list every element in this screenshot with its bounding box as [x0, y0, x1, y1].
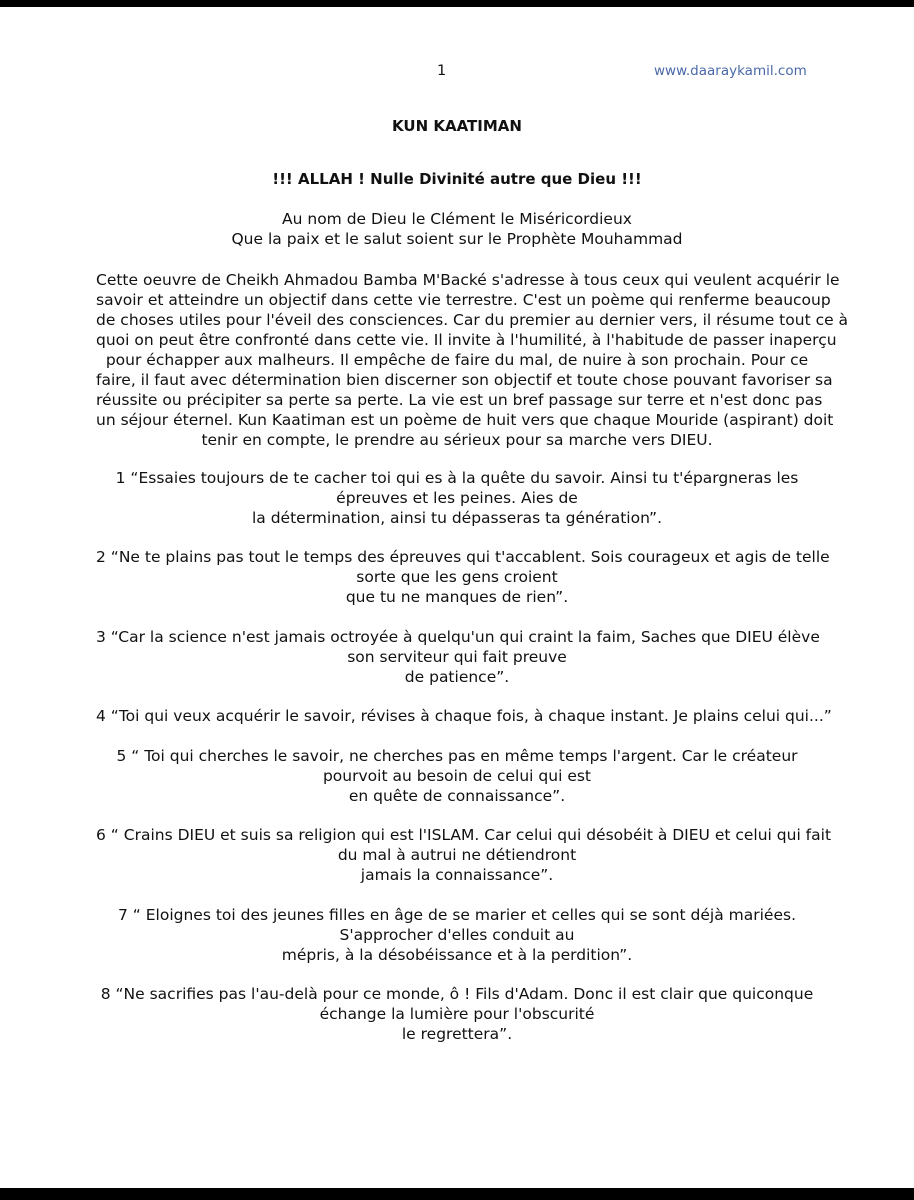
verse-7	[96, 905, 818, 965]
verse-8	[96, 984, 818, 1044]
verse-line: 6 “ Crains DIEU et suis sa religion qui est l'ISLAM. Car celui qui désobéit à DIEU et celui qui fait	[96, 826, 832, 844]
intro-line: de choses utiles pour l'éveil des consciences. Car du premier au dernier vers, il résume tout ce à	[96, 311, 849, 329]
document-title: KUN KAATIMAN	[392, 117, 522, 135]
verse-line: échange la lumière pour l'obscurité	[319, 1005, 595, 1023]
verse-6	[96, 825, 832, 885]
verse-line: que tu ne manques de rien”.	[345, 588, 569, 606]
site-url: www.daaraykamil.com	[654, 63, 807, 79]
intro-line: quoi on peut être confronté dans cette vie. Il invite à l'humilité, à l'habitude de passer inaperçu	[96, 331, 837, 349]
verse-4	[96, 706, 832, 726]
verse-5	[96, 746, 818, 806]
intro-line: pour échapper aux malheurs. Il empêche de faire du mal, de nuire à son prochain. Pour ce	[105, 351, 809, 369]
intro-line: réussite ou précipiter sa perte sa perte. La vie est un bref passage sur terre et n'est donc pas	[96, 391, 823, 409]
invocation	[96, 209, 818, 249]
invocation-line: Que la paix et le salut soient sur le Prophète Mouhammad	[231, 230, 683, 248]
verse-line: 3 “Car la science n'est jamais octroyée à quelqu'un qui craint la faim, Saches que DIEU élève	[96, 628, 820, 646]
verse-line: sorte que les gens croient	[356, 568, 558, 586]
invocation-line: Au nom de Dieu le Clément le Miséricordieux	[282, 210, 632, 228]
verse-3	[96, 627, 818, 687]
verse-line: en quête de connaissance”.	[348, 787, 566, 805]
verse-line: jamais la connaissance”.	[360, 866, 554, 884]
verse-line: son serviteur qui fait preuve	[347, 648, 567, 666]
intro-line: savoir et atteindre un objectif dans cette vie terrestre. C'est un poème qui renferme beaucoup	[96, 291, 831, 309]
intro-line: Cette oeuvre de Cheikh Ahmadou Bamba M'Backé s'adresse à tous ceux qui veulent acquérir le	[96, 271, 840, 289]
verse-line: de patience”.	[404, 668, 510, 686]
verse-line: épreuves et les peines. Aies de	[336, 489, 578, 507]
verse-line: 5 “ Toi qui cherches le savoir, ne cherches pas en même temps l'argent. Car le créateur	[116, 747, 798, 765]
verse-line: 8 “Ne sacrifies pas l'au-delà pour ce monde, ô ! Fils d'Adam. Donc il est clair que quiconque	[100, 985, 814, 1003]
page-number: 1	[437, 63, 447, 79]
verse-1	[96, 468, 818, 528]
verse-line: 7 “ Eloignes toi des jeunes filles en âge de se marier et celles qui se sont déjà mariées.	[117, 906, 797, 924]
verse-line: le regrettera”.	[401, 1025, 513, 1043]
intro-paragraph	[96, 270, 849, 450]
document-subtitle: !!! ALLAH ! Nulle Divinité autre que Dieu !!!	[272, 170, 642, 188]
verse-line: 1 “Essaies toujours de te cacher toi qui es à la quête du savoir. Ainsi tu t'épargneras les	[115, 469, 799, 487]
document-page	[0, 7, 914, 1188]
verse-line: 4 “Toi qui veux acquérir le savoir, révises à chaque fois, à chaque instant. Je plains celui qui...”	[96, 707, 832, 725]
verse-2	[96, 547, 830, 607]
intro-line: un séjour éternel. Kun Kaatiman est un poème de huit vers que chaque Mouride (aspirant) doit	[96, 411, 834, 429]
verse-line: la détermination, ainsi tu dépasseras ta génération”.	[251, 509, 663, 527]
verse-line: du mal à autrui ne détiendront	[337, 846, 577, 864]
verse-line: pourvoit au besoin de celui qui est	[322, 767, 592, 785]
verse-line: 2 “Ne te plains pas tout le temps des épreuves qui t'accablent. Sois courageux et agis de telle	[96, 548, 830, 566]
verse-line: S'approcher d'elles conduit au	[339, 926, 575, 944]
intro-line: faire, il faut avec détermination bien discerner son objectif et toute chose pouvant favoriser sa	[96, 371, 833, 389]
verse-line: mépris, à la désobéissance et à la perdition”.	[281, 946, 633, 964]
intro-line: tenir en compte, le prendre au sérieux pour sa marche vers DIEU.	[201, 431, 713, 449]
